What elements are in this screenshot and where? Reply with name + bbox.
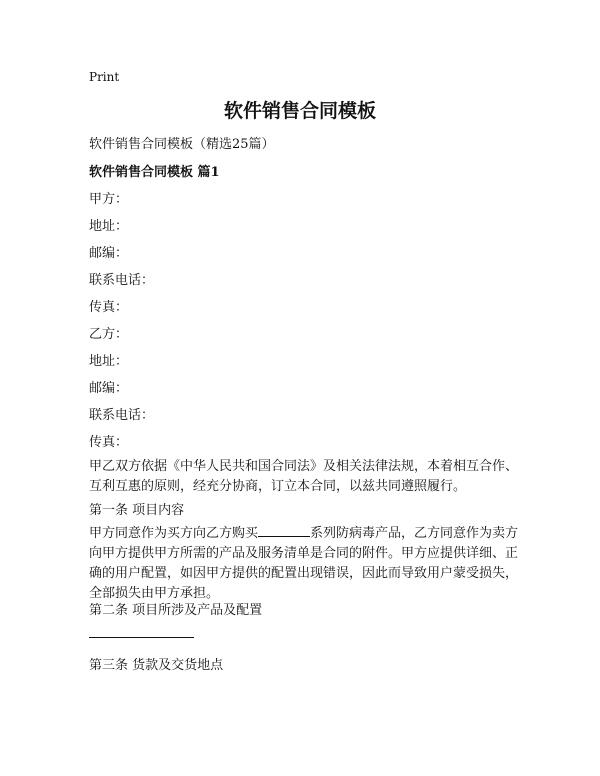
party-a-phone-field: 联系电话： [89,273,155,288]
article-1-text-end: 系列防病毒产品，乙方同意作为卖方向甲方提供甲方所需的产品及服务清单是合同的附件。甲方应提供详细、正确的用户配置，如因甲方提供的配置出现错误，因此而导致用户蒙受损失，全部损失由甲方承担。 [89,526,519,601]
section-heading: 软件销售合同模板 篇1 [89,165,220,180]
document-subtitle: 软件销售合同模板（精选25篇） [89,137,275,152]
party-a-postcode-field: 邮编： [89,246,129,261]
party-b-postcode-field: 邮编： [89,381,129,396]
article-1-paragraph [89,524,525,604]
party-b-phone-field: 联系电话： [89,408,155,423]
intro-paragraph: 甲乙双方依据《中华人民共和国合同法》及相关法律法规，本着相互合作、互利互惠的原则，经充分协商，订立本合同，以兹共同遵照履行。 [89,459,519,494]
party-a-address-field: 地址： [89,219,129,234]
article-1-title: 第一条 项目内容 [89,503,185,518]
blank-underline [258,524,310,537]
document-title: 软件销售合同模板 [223,100,376,122]
article-2-title: 第二条 项目所涉及产品及配置 [89,603,263,618]
article-1-text-start: 甲方同意作为买方向乙方购买 [89,526,259,541]
party-b-name-field: 乙方： [89,327,129,342]
party-b-fax-field: 传真： [89,435,129,450]
party-a-fax-field: 传真： [89,300,129,315]
party-a-name-field: 甲方： [89,192,129,207]
article-3-title: 第三条 货款及交货地点 [89,658,224,673]
print-link[interactable]: Print [89,70,120,84]
blank-line [89,637,194,638]
party-b-address-field: 地址： [89,354,129,369]
